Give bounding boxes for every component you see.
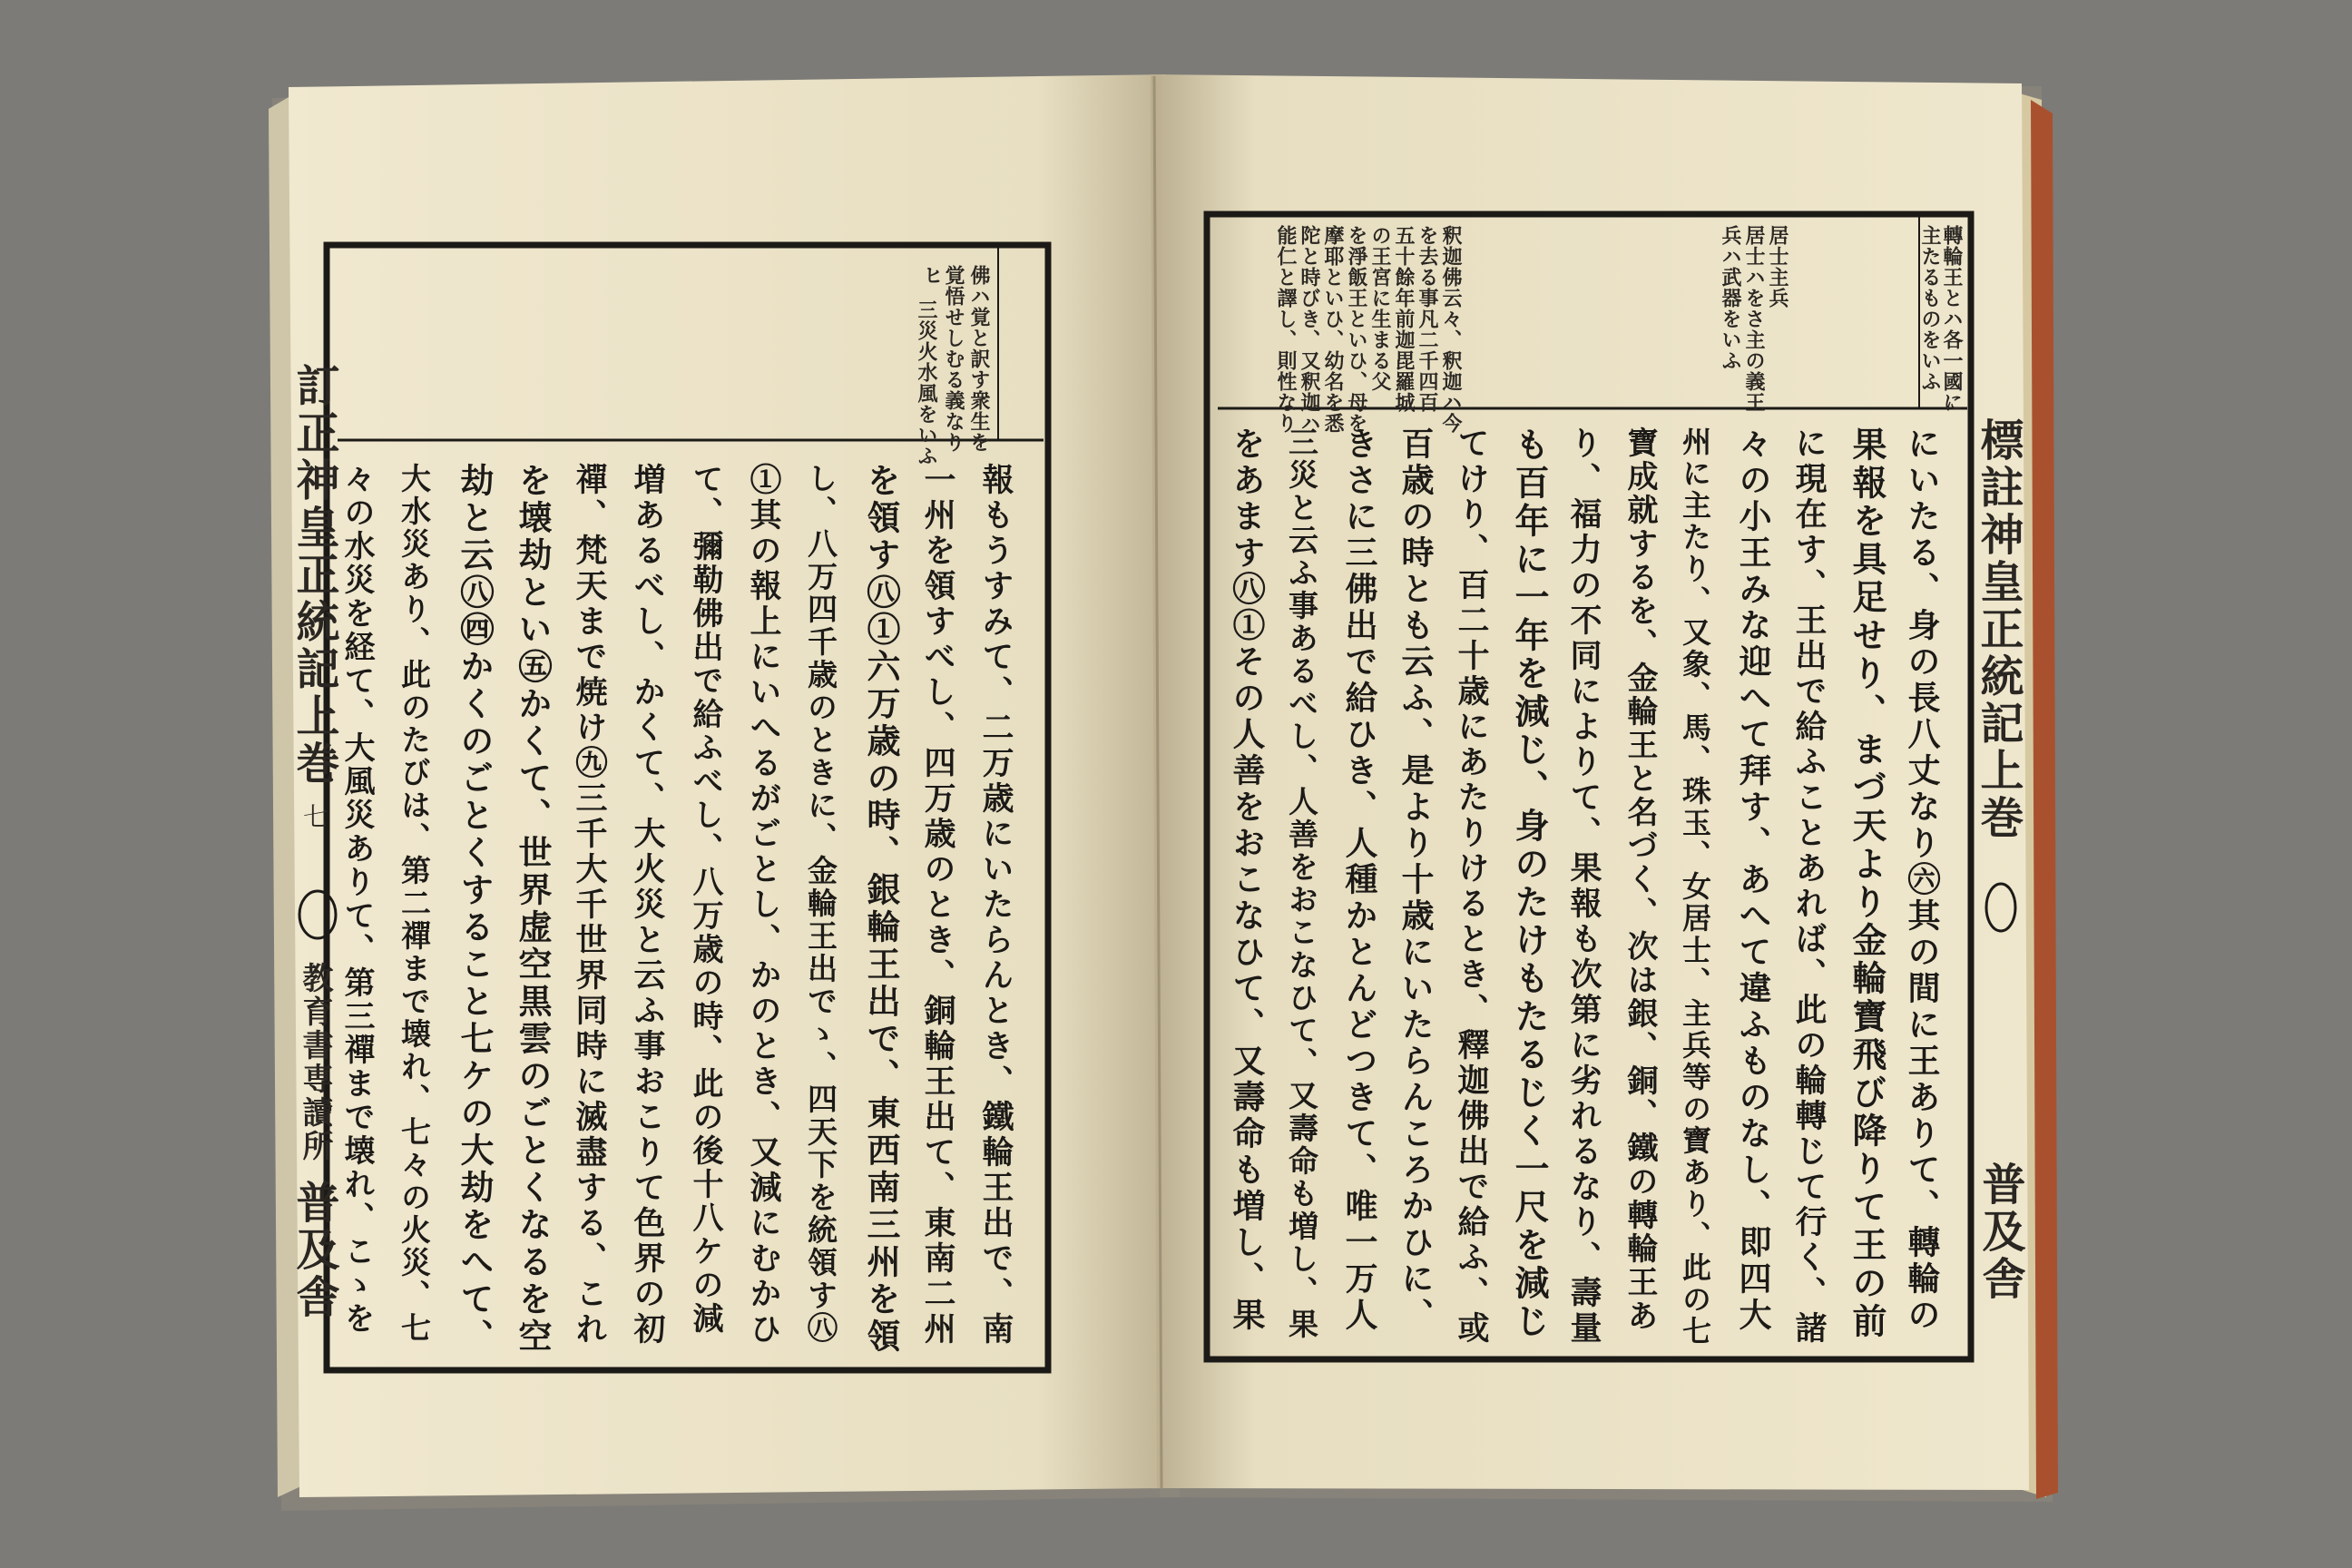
left-body-column: 劫と云㊇㊃かくのごとくすること七ケの大劫をへて、	[455, 463, 495, 1356]
right-note: 摩耶といひ、幼名を悉	[1321, 225, 1345, 434]
right-body-column: 々の小王みな迎へて拜す、あへて違ふものなし、即四大	[1734, 426, 1772, 1334]
right-body-column: てけり、百二十歳にあたりけるとき、釋迦佛出で給ふ、或	[1453, 426, 1490, 1347]
right-body-column: 百歳の時とも云ふ、是より十歳にいたらんころかひに、	[1396, 426, 1435, 1334]
right-note: 五十餘年前迦毘羅城	[1392, 225, 1416, 413]
right-side-label: 普及舎	[1975, 1161, 2025, 1303]
right-note: 居士主兵	[1766, 225, 1789, 309]
left-body-column: を領す㊇①六万歳の時、銀輪王出で、東西南三州を領	[861, 463, 901, 1356]
left-folio: 七	[299, 803, 329, 828]
left-body-column: 大水災あり、此のたびは、第二禪まで壊れ、七々の火災、七	[397, 463, 432, 1345]
right-margin-title: 標註神皇正統記上巻	[1973, 417, 2024, 842]
left-body-column: て、彌勒佛出で給ふべし、八万歳の時、此の後十八ケの減	[687, 463, 723, 1336]
right-body-column: きさに三佛出で給ひき、人種かとんどつきて、唯一万人	[1340, 426, 1378, 1334]
right-note: 陀と時びき、又釈迦ハ	[1298, 225, 1321, 434]
right-note: を淨飯王といひ、母を	[1345, 225, 1368, 434]
left-body-column: 一州を領すべし、四万歳のとき、銅輪王出て、東南二州	[919, 463, 956, 1348]
left-body-column: 々の水災を経て、大風災ありて、第三禪まで壊れ、こゝを	[338, 463, 375, 1336]
left-note: ヒ	[920, 265, 944, 286]
right-body-column: 寶成就するを、金輪王と名づく、次は銀、銅、鐵の轉輪王あ	[1622, 426, 1658, 1333]
right-body-column: に現在す、王出で給ふことあれば、此の輪轉じて行く、諸	[1790, 426, 1828, 1347]
left-body-column: し、八万四千歳のときに、金輪王出でゝ、四天下を統領す㊇	[803, 463, 838, 1345]
right-note: 兵ハ武器をいふ	[1719, 225, 1742, 371]
right-note: 轉輪王とハ各一國に	[1940, 225, 1964, 413]
left-body-column: を壊劫とい㊄かくて、世界虚空黒雲のごとくなるを空	[513, 463, 553, 1356]
left-publisher: 教育書専讀所	[297, 962, 333, 1163]
right-body-column: をあます㊇①その人善をおこなひて、又壽命も増し、果	[1228, 426, 1266, 1334]
right-note: を去る事凡二千四百	[1416, 225, 1439, 413]
right-note: 釈迦佛云々、釈迦ハ今	[1439, 225, 1463, 434]
left-note: 三災火水風をいふ	[915, 299, 938, 466]
right-body-column: り、福力の不同によりて、果報も次第に劣れるなり、壽量	[1565, 426, 1602, 1347]
left-note: 覚悟せしむる義なり	[942, 265, 965, 453]
right-body-column: 三災と云ふ事あるべし、人善をおこなひて、又壽命も増し、果	[1284, 426, 1319, 1341]
left-body-column: ①其の報上にいへるがごとし、かのとき、又減にむかひ	[745, 463, 782, 1348]
right-body-column: 果報を具足せり、まづ天より金輪寶飛び降りて王の前	[1847, 426, 1887, 1341]
right-body-column: 州に主たり、又象、馬、珠玉、女居士、主兵等の寶あり、此の七	[1678, 426, 1712, 1348]
left-margin-title: 訂正神皇正統記上巻	[289, 363, 339, 788]
right-body-column: にいたる、身の長八丈なり㊅其の間に王ありて、轉輪の	[1903, 426, 1941, 1334]
left-body-column: 増あるべし、かくて、大火災と云ふ事おこりて色界の初	[629, 463, 666, 1348]
left-body-column: 禪、梵天まで焼け㊈三千大千世界同時に滅盡する、これ	[571, 463, 608, 1348]
right-body-column: も百年に一年を減じ、身のたけもたるじく一尺を減じ	[1509, 426, 1550, 1341]
right-note: の王宮に生まる父	[1368, 225, 1392, 392]
left-body-column: 報もうすみて、二万歳にいたらんとき、鐵輪王出で、南	[977, 463, 1014, 1348]
left-note: 佛ハ覚と訳す衆生を	[967, 265, 991, 453]
left-side-label: 普及舎	[289, 1180, 339, 1321]
right-note: 能仁と譯し、則性なり	[1274, 225, 1298, 434]
right-note: 主たるものをいふ	[1918, 225, 1942, 392]
right-note: 居士ハをさ主の義王	[1742, 225, 1766, 413]
